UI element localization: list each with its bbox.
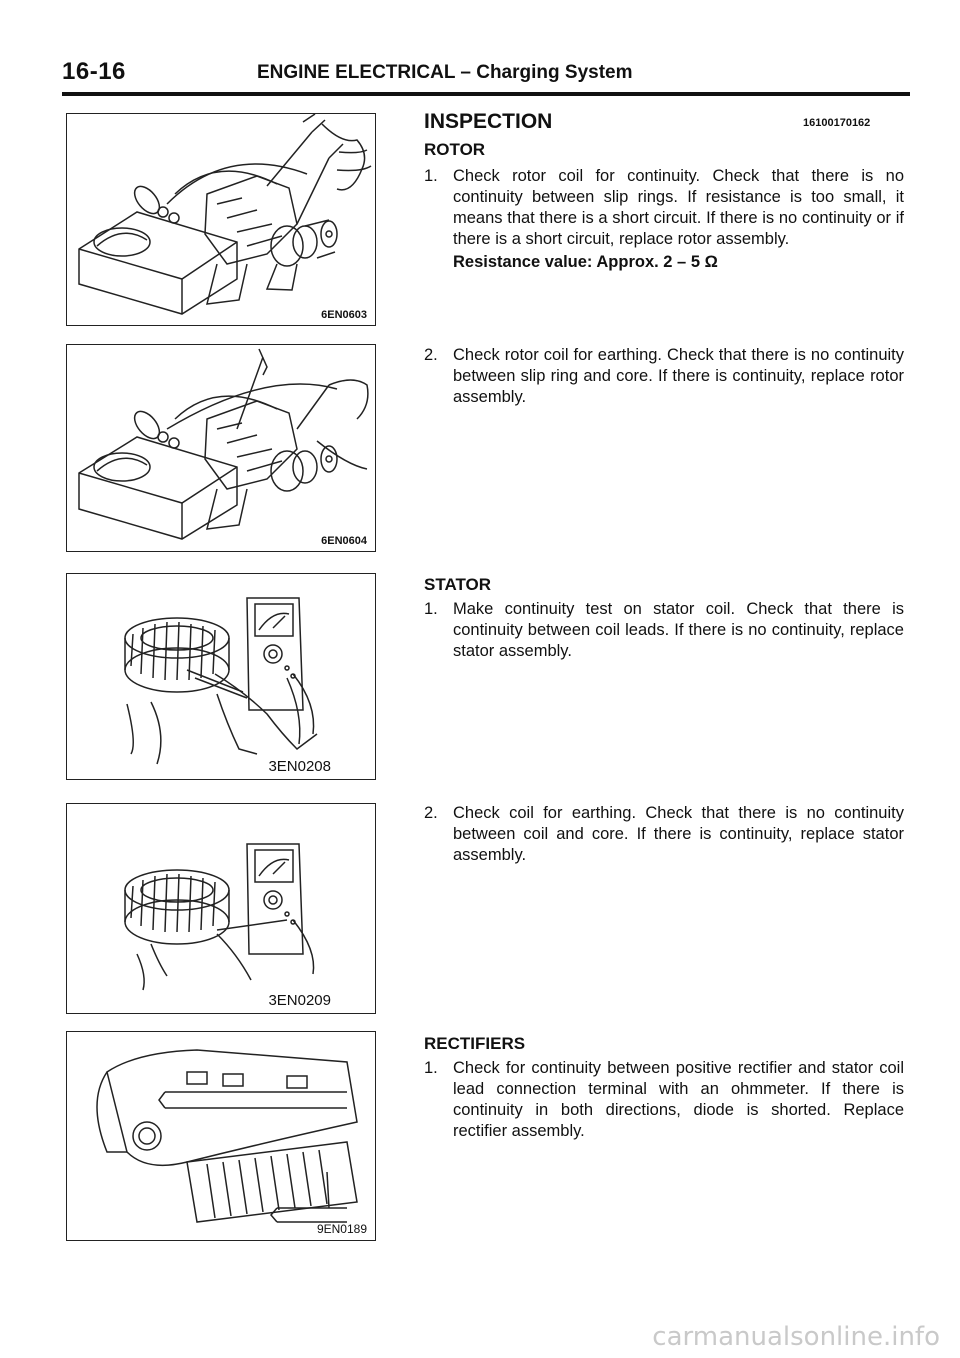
stator-title: STATOR bbox=[424, 575, 492, 594]
rotor-ohmmeter-illustration bbox=[67, 114, 375, 325]
figure-rectifier bbox=[66, 1031, 376, 1241]
figure-code: 3EN0209 bbox=[268, 992, 331, 1009]
header-rule bbox=[62, 92, 910, 96]
figure-stator-continuity bbox=[66, 573, 376, 780]
figure-rotor-continuity bbox=[66, 113, 376, 326]
stator-continuity-illustration bbox=[67, 574, 375, 779]
step-number: 2. bbox=[424, 804, 438, 822]
figure-code: 6EN0604 bbox=[321, 535, 367, 547]
rectifier-illustration bbox=[67, 1032, 375, 1240]
step-text: Check rotor coil for earthing. Check that there is no continuity between slip ring and core. If there is continuity, replace rotor assembly. bbox=[453, 346, 904, 406]
step-text: Check for continuity between positive rectifier and stator coil lead connection terminal with an ohmmeter. If there is continuity in both directions, diode is shorted. Replace rectifier assembly. bbox=[453, 1059, 904, 1140]
figure-rotor-earthing bbox=[66, 344, 376, 552]
figure-code: 6EN0603 bbox=[321, 309, 367, 321]
step-text: Check coil for earthing. Check that there is no continuity between coil and core. If there is continuity, replace stator assembly. bbox=[453, 804, 904, 864]
figure-code: 9EN0189 bbox=[316, 1222, 367, 1236]
figure-stator-earthing bbox=[66, 803, 376, 1014]
rotor-step-1 bbox=[424, 166, 904, 250]
step-text: Make continuity test on stator coil. Check that there is continuity between coil leads. If there is no continuity, replace stator assembly. bbox=[453, 600, 904, 660]
rotor-step-2 bbox=[424, 345, 904, 408]
page-header bbox=[62, 58, 910, 92]
rectifiers-step-1 bbox=[424, 1058, 904, 1142]
stator-step-1 bbox=[424, 599, 904, 662]
inspection-title: INSPECTION bbox=[424, 110, 553, 133]
inspection-code: 16100170162 bbox=[803, 117, 871, 129]
rectifiers-title: RECTIFIERS bbox=[424, 1034, 526, 1053]
rotor-resistance-spec: Resistance value: Approx. 2 – 5 Ω bbox=[453, 253, 718, 271]
watermark: carmanualsonline.info bbox=[652, 1322, 940, 1352]
step-text: Check rotor coil for continuity. Check that there is no continuity between slip rings. If resistance is too small, it means that there is a short circuit. If there is no continuity or if there is a short circuit, replace rotor assembly. bbox=[453, 167, 904, 248]
figure-code: 3EN0208 bbox=[268, 758, 331, 775]
step-number: 1. bbox=[424, 1059, 438, 1077]
section-title: ENGINE ELECTRICAL – Charging System bbox=[257, 62, 633, 83]
page-number: 16-16 bbox=[62, 58, 126, 85]
rotor-earthing-illustration bbox=[67, 345, 375, 551]
step-number: 1. bbox=[424, 600, 438, 618]
step-number: 1. bbox=[424, 167, 438, 185]
stator-step-2 bbox=[424, 803, 904, 866]
rotor-title: ROTOR bbox=[424, 140, 486, 159]
step-number: 2. bbox=[424, 346, 438, 364]
stator-earthing-illustration bbox=[67, 804, 375, 1013]
